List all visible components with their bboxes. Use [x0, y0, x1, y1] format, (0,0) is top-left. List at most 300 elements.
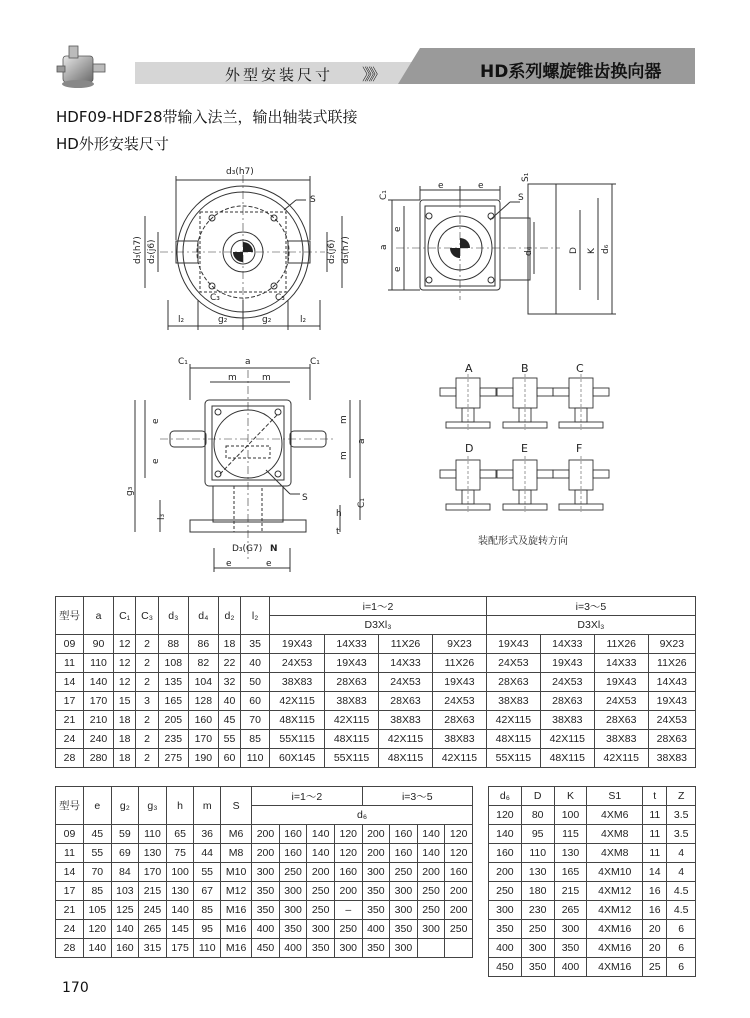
mounting-label-B: B — [521, 362, 529, 375]
table3-header-cell: Z — [667, 787, 696, 806]
table-row — [56, 939, 473, 958]
table3-body — [489, 806, 696, 977]
table3-cell: 25 — [643, 958, 667, 977]
table-row — [489, 844, 696, 863]
table2-header-ratio-1-2: i=1～2 — [252, 787, 362, 806]
label-S1: S₁ — [521, 172, 531, 182]
label-l2-right: l₂ — [300, 315, 307, 325]
table-row — [56, 825, 473, 844]
table2-cell: 350 — [252, 882, 280, 901]
mounting-label-F: F — [576, 442, 583, 455]
table1-cell: 38X83 — [379, 711, 433, 730]
table2-cell: 140 — [166, 901, 194, 920]
table2-cell: 250 — [307, 901, 335, 920]
table1-cell: 48X115 — [540, 749, 594, 768]
table3-cell: 16 — [643, 901, 667, 920]
table1-cell: 15 — [114, 692, 136, 711]
table1-cell: 19X43 — [648, 692, 695, 711]
label-e-bottom-1: e — [226, 559, 232, 569]
label-e-side-2: e — [478, 181, 484, 191]
table3-cell: 4XM6 — [587, 806, 643, 825]
table3-cell: 6 — [667, 939, 696, 958]
table3-header-row — [489, 787, 696, 806]
label-D: D — [569, 247, 579, 254]
table3-cell: 4XM16 — [587, 958, 643, 977]
side-view-quadrant — [450, 238, 470, 258]
table3-cell: 350 — [554, 939, 587, 958]
label-g2-left: g₂ — [218, 315, 228, 325]
table2-cell: 11 — [56, 844, 84, 863]
table2-cell: 55 — [84, 844, 112, 863]
table1-cell: 170 — [188, 730, 218, 749]
table3-cell: 4 — [667, 863, 696, 882]
label-m-b-1: m — [228, 373, 237, 383]
table2-cell: 105 — [84, 901, 112, 920]
table1-cell: 42X115 — [594, 749, 648, 768]
table3-cell: 350 — [489, 920, 522, 939]
table1-cell: 88 — [158, 635, 188, 654]
table2-cell: 250 — [307, 882, 335, 901]
table2-cell: 450 — [252, 939, 280, 958]
table2-cell: 200 — [445, 901, 473, 920]
table-row — [56, 901, 473, 920]
table1-cell: 55X115 — [325, 749, 379, 768]
table2-subheader-d6: d₆ — [252, 806, 473, 825]
label-N: N — [270, 544, 278, 554]
table1-cell: 38X83 — [648, 749, 695, 768]
label-S-bottom: S — [302, 493, 308, 503]
table2-cell: 265 — [139, 920, 167, 939]
table1-cell: 19X43 — [486, 635, 540, 654]
table1-cell: 160 — [188, 711, 218, 730]
table1-cell: 280 — [84, 749, 114, 768]
table2-cell: 350 — [307, 939, 335, 958]
label-g2-right: g₂ — [262, 315, 272, 325]
table1-cell: 86 — [188, 635, 218, 654]
table-row — [489, 958, 696, 977]
table2-cell: 36 — [194, 825, 221, 844]
table3-cell: 4 — [667, 844, 696, 863]
table3-cell: 450 — [489, 958, 522, 977]
table1-cell: 108 — [158, 654, 188, 673]
model-description: HDF09-HDF28带输入法兰，输出轴装式联接 — [56, 108, 358, 126]
table1-cell: 42X115 — [325, 711, 379, 730]
table2-cell: 250 — [417, 882, 445, 901]
table1-cell: 11X26 — [432, 654, 486, 673]
table3-cell: 16 — [643, 882, 667, 901]
table3-cell: 4XM16 — [587, 920, 643, 939]
label-a-b-v: a — [357, 438, 367, 444]
table3-cell: 4XM16 — [587, 939, 643, 958]
label-a-b: a — [245, 357, 251, 367]
label-m-b-v2: m — [339, 451, 349, 460]
table2-cell: 250 — [445, 920, 473, 939]
dimension-table-2 — [55, 786, 473, 958]
table-row — [56, 730, 696, 749]
table1-cell: 60 — [241, 692, 270, 711]
label-d3h7: d₃(h7) — [226, 167, 254, 177]
table2-cell: 160 — [279, 825, 307, 844]
table3-header-cell: t — [643, 787, 667, 806]
table1-cell: 165 — [158, 692, 188, 711]
table1-header-ratio-3-5: i=3～5 — [486, 597, 695, 616]
table1-cell: 55 — [218, 730, 240, 749]
table1-cell: 2 — [136, 730, 158, 749]
table1-body — [56, 635, 696, 768]
table1-cell: 24 — [56, 730, 84, 749]
table2-cell: 215 — [139, 882, 167, 901]
table1-cell: 14X33 — [325, 635, 379, 654]
table1-cell: 28 — [56, 749, 84, 768]
table3-cell: 80 — [521, 806, 554, 825]
side-view-drawing — [388, 184, 616, 314]
table1-cell: 24X53 — [486, 654, 540, 673]
label-d3h7-right: d₃(h7) — [341, 236, 351, 264]
table1-cell: 32 — [218, 673, 240, 692]
label-e-side-v2: e — [393, 266, 403, 272]
table2-cell: 200 — [252, 844, 280, 863]
table-row — [56, 882, 473, 901]
table3-cell: 140 — [489, 825, 522, 844]
table1-cell: 24X53 — [540, 673, 594, 692]
table1-cell: 60X145 — [270, 749, 325, 768]
table1-cell: 19X43 — [325, 654, 379, 673]
table1-cell: 60 — [218, 749, 240, 768]
table1-cell: 240 — [84, 730, 114, 749]
table3-cell: 20 — [643, 939, 667, 958]
table2-header-e: e — [84, 787, 112, 825]
table3-cell: 95 — [521, 825, 554, 844]
table1-cell: 2 — [136, 711, 158, 730]
table-row — [489, 825, 696, 844]
table1-cell: 45 — [218, 711, 240, 730]
table1-cell: 85 — [241, 730, 270, 749]
table1-cell: 42X115 — [270, 692, 325, 711]
label-l2-left: l₂ — [178, 315, 185, 325]
table2-cell: 45 — [84, 825, 112, 844]
table1-cell: 110 — [84, 654, 114, 673]
table2-cell: 09 — [56, 825, 84, 844]
table1-cell: 110 — [241, 749, 270, 768]
table2-cell: 300 — [334, 939, 362, 958]
table2-cell: 160 — [390, 825, 418, 844]
table1-cell: 48X115 — [325, 730, 379, 749]
label-K: K — [587, 248, 597, 254]
table3-header-cell: D — [521, 787, 554, 806]
table2-header-h: h — [166, 787, 194, 825]
label-e-side-v1: e — [393, 226, 403, 232]
table1-cell: 48X115 — [270, 711, 325, 730]
table3-cell: 165 — [554, 863, 587, 882]
table3-header-cell: d₆ — [489, 787, 522, 806]
table2-body — [56, 825, 473, 958]
table3-cell: 4.5 — [667, 882, 696, 901]
table2-cell: 245 — [139, 901, 167, 920]
table1-cell: 3 — [136, 692, 158, 711]
table2-cell: 120 — [445, 825, 473, 844]
table2-header-g3: g₃ — [139, 787, 167, 825]
label-e-side-1: e — [438, 181, 444, 191]
table2-cell: 400 — [362, 920, 390, 939]
table1-cell: 14X33 — [379, 654, 433, 673]
table2-cell: 250 — [417, 901, 445, 920]
table2-cell: 85 — [84, 882, 112, 901]
table-row — [56, 711, 696, 730]
mounting-label-D: D — [465, 442, 474, 455]
label-d2j6-right: d₂(j6) — [327, 239, 337, 264]
table2-cell: 160 — [390, 844, 418, 863]
table1-cell: 24X53 — [648, 711, 695, 730]
table3-cell: 11 — [643, 825, 667, 844]
table2-cell: 300 — [279, 882, 307, 901]
table2-cell: M16 — [221, 939, 252, 958]
table3-cell: 130 — [521, 863, 554, 882]
label-C1-b-right: C₁ — [310, 357, 320, 367]
label-e-b-2: e — [151, 458, 161, 464]
table2-cell: 200 — [417, 863, 445, 882]
table1-header-model: 型号 — [56, 597, 84, 635]
table2-header-model: 型号 — [56, 787, 84, 825]
dimension-table-1 — [55, 596, 696, 768]
table2-cell: 120 — [445, 844, 473, 863]
table1-cell: 170 — [84, 692, 114, 711]
table1-cell: 14X33 — [594, 654, 648, 673]
table1-cell: 235 — [158, 730, 188, 749]
table2-cell: M16 — [221, 920, 252, 939]
table1-cell: 104 — [188, 673, 218, 692]
table1-cell: 140 — [84, 673, 114, 692]
table2-cell: 350 — [390, 920, 418, 939]
table1-subheader-d3xl3-a: D3Xl₃ — [270, 616, 487, 635]
table2-cell: 350 — [252, 901, 280, 920]
table3-cell: 120 — [489, 806, 522, 825]
table1-cell: 210 — [84, 711, 114, 730]
table3-cell: 20 — [643, 920, 667, 939]
table-row — [489, 882, 696, 901]
table-row — [489, 863, 696, 882]
table3-cell: 400 — [554, 958, 587, 977]
table2-cell: 28 — [56, 939, 84, 958]
label-m-b-v1: m — [339, 415, 349, 424]
table2-cell: M6 — [221, 825, 252, 844]
table2-cell: 200 — [307, 863, 335, 882]
table2-cell: 300 — [390, 882, 418, 901]
table1-cell: 128 — [188, 692, 218, 711]
table1-cell: 42X115 — [540, 730, 594, 749]
table1-cell: 275 — [158, 749, 188, 768]
table2-cell: M16 — [221, 901, 252, 920]
bottom-view-drawing — [135, 364, 360, 572]
table-row — [489, 806, 696, 825]
table1-cell: 28X63 — [540, 692, 594, 711]
table2-cell: 103 — [111, 882, 139, 901]
flange-table — [488, 786, 696, 977]
table-row — [56, 692, 696, 711]
label-g3: g₃ — [125, 486, 135, 496]
table1-cell: 190 — [188, 749, 218, 768]
table1-header-d4: d₄ — [188, 597, 218, 635]
label-D3G7: D₃(G7) — [232, 544, 263, 554]
label-m-b-2: m — [262, 373, 271, 383]
table1-subheader-d3xl3-b: D3Xl₃ — [486, 616, 695, 635]
table2-cell: 200 — [362, 844, 390, 863]
table1-cell: 14 — [56, 673, 84, 692]
table1-cell: 24X53 — [594, 692, 648, 711]
table2-cell: 95 — [194, 920, 221, 939]
table2-cell: 300 — [390, 901, 418, 920]
table2-cell: 300 — [390, 939, 418, 958]
table2-cell: 55 — [194, 863, 221, 882]
table1-cell: 11X26 — [648, 654, 695, 673]
table2-cell: 200 — [334, 882, 362, 901]
table1-header-l2: l₂ — [241, 597, 270, 635]
table2-cell: 110 — [194, 939, 221, 958]
table1-cell: 38X83 — [540, 711, 594, 730]
table2-cell: 140 — [111, 920, 139, 939]
table-row — [56, 749, 696, 768]
table1-cell: 17 — [56, 692, 84, 711]
table1-cell: 90 — [84, 635, 114, 654]
table2-cell: 59 — [111, 825, 139, 844]
table3-cell: 100 — [554, 806, 587, 825]
table2-cell: 85 — [194, 901, 221, 920]
table1-cell: 42X115 — [486, 711, 540, 730]
table-row — [489, 939, 696, 958]
table2-cell: M8 — [221, 844, 252, 863]
table-row — [56, 673, 696, 692]
table1-header-d2: d₂ — [218, 597, 240, 635]
table3-cell: 350 — [521, 958, 554, 977]
table3-cell: 200 — [489, 863, 522, 882]
table3-header-cell: K — [554, 787, 587, 806]
table3-cell: 3.5 — [667, 806, 696, 825]
table3-cell: 4XM8 — [587, 844, 643, 863]
label-C3-left: C₃ — [210, 293, 220, 303]
table1-cell: 14X33 — [540, 635, 594, 654]
table1-cell: 18 — [114, 711, 136, 730]
section-title: 外型安装尺寸 — [225, 66, 334, 84]
table1-header-a: a — [84, 597, 114, 635]
series-title: HD系列螺旋锥齿换向器 — [480, 62, 662, 82]
table1-cell: 12 — [114, 654, 136, 673]
table2-cell: 84 — [111, 863, 139, 882]
label-l3: l₃ — [157, 513, 167, 520]
table2-cell: 44 — [194, 844, 221, 863]
table2-cell: 140 — [84, 939, 112, 958]
label-S-front: S — [310, 195, 316, 205]
table1-cell: 22 — [218, 654, 240, 673]
table1-cell: 12 — [114, 673, 136, 692]
table1-cell: 24X53 — [379, 673, 433, 692]
table2-cell: 17 — [56, 882, 84, 901]
label-C1-b-v: C₁ — [357, 498, 367, 508]
table1-cell: 70 — [241, 711, 270, 730]
table2-cell: 170 — [139, 863, 167, 882]
table3-cell: 3.5 — [667, 825, 696, 844]
table3-cell: 4.5 — [667, 901, 696, 920]
table1-cell: 28X63 — [325, 673, 379, 692]
table2-cell: 400 — [279, 939, 307, 958]
table2-cell: 250 — [390, 863, 418, 882]
table3-cell: 130 — [554, 844, 587, 863]
table2-cell: 175 — [166, 939, 194, 958]
table2-cell: 140 — [307, 844, 335, 863]
table1-cell: 19X43 — [594, 673, 648, 692]
table2-cell: 200 — [362, 825, 390, 844]
table3-cell: 11 — [643, 844, 667, 863]
table2-cell: 200 — [445, 882, 473, 901]
table2-cell: 140 — [307, 825, 335, 844]
table2-cell — [417, 939, 445, 958]
table2-cell: – — [334, 901, 362, 920]
table1-cell: 11X26 — [594, 635, 648, 654]
table2-cell: 69 — [111, 844, 139, 863]
table-row — [56, 654, 696, 673]
table2-cell: 21 — [56, 901, 84, 920]
table2-cell: 350 — [362, 901, 390, 920]
table3-cell: 6 — [667, 958, 696, 977]
table-row — [489, 920, 696, 939]
label-e-b-1: e — [151, 418, 161, 424]
table2-cell: 120 — [334, 825, 362, 844]
table3-cell: 14 — [643, 863, 667, 882]
table1-header-c3: C₃ — [136, 597, 158, 635]
table2-cell: 350 — [279, 920, 307, 939]
table1-cell: 28X63 — [648, 730, 695, 749]
label-C1-b-left: C₁ — [178, 357, 188, 367]
table3-cell: 300 — [489, 901, 522, 920]
table1-cell: 28X63 — [594, 711, 648, 730]
table3-cell: 4XM8 — [587, 825, 643, 844]
drawing-heading: HD外形安装尺寸 — [56, 135, 169, 153]
table2-cell: 130 — [139, 844, 167, 863]
table3-cell: 215 — [554, 882, 587, 901]
table2-cell: 120 — [84, 920, 112, 939]
table3-cell: 400 — [489, 939, 522, 958]
table3-header-cell: S1 — [587, 787, 643, 806]
table2-cell: 160 — [445, 863, 473, 882]
table2-cell: M10 — [221, 863, 252, 882]
table2-cell: 250 — [334, 920, 362, 939]
table2-cell: 75 — [166, 844, 194, 863]
label-e-bottom-2: e — [266, 559, 272, 569]
table1-cell: 28X63 — [432, 711, 486, 730]
table2-cell: 160 — [334, 863, 362, 882]
table1-cell: 82 — [188, 654, 218, 673]
table1-cell: 42X115 — [379, 730, 433, 749]
table2-cell: 145 — [166, 920, 194, 939]
table2-cell: 250 — [279, 863, 307, 882]
table2-cell: 160 — [111, 939, 139, 958]
table2-header-g2: g₂ — [111, 787, 139, 825]
table1-cell: 09 — [56, 635, 84, 654]
mounting-label-C: C — [576, 362, 584, 375]
table-row — [56, 635, 696, 654]
table3-cell: 4XM10 — [587, 863, 643, 882]
table1-cell: 21 — [56, 711, 84, 730]
table2-cell: 110 — [139, 825, 167, 844]
table2-header-ratio-3-5: i=3～5 — [362, 787, 472, 806]
table1-cell: 14X43 — [648, 673, 695, 692]
mounting-caption: 装配形式及旋转方向 — [478, 536, 568, 547]
table1-cell: 11 — [56, 654, 84, 673]
table3-cell: 250 — [489, 882, 522, 901]
table3-cell: 180 — [521, 882, 554, 901]
label-C1-side: C₁ — [379, 190, 389, 200]
table2-cell: M12 — [221, 882, 252, 901]
table3-cell: 4XM12 — [587, 901, 643, 920]
table3-cell: 300 — [554, 920, 587, 939]
